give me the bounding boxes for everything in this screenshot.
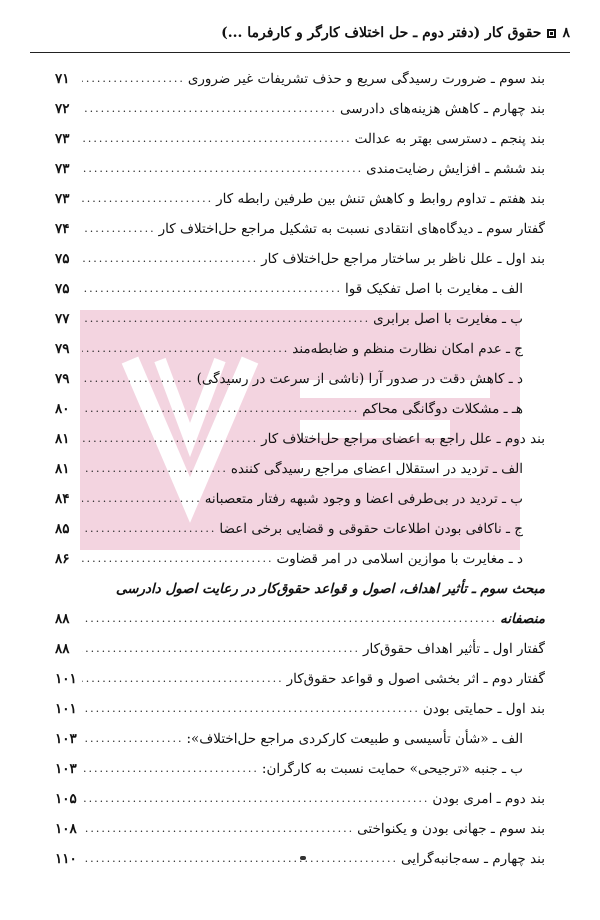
toc-page-number: ۷۵	[55, 281, 70, 297]
toc-entry: بند اول ـ حمایتی بودن ..... ۱۰۱	[55, 692, 545, 722]
toc-entry: ب ـ مغایرت با اصل برابری ..... ۷۷	[55, 302, 545, 332]
toc-page-number: ۷۱	[55, 71, 70, 87]
toc-entry: گفتار اول ـ تأثیر اهداف حقوق‌کار ..... ۸۸	[55, 632, 545, 662]
toc-entry: منصفانه ..... ۸۸	[55, 602, 545, 632]
toc-entry: ب ـ تردید در بی‌طرفی اعضا و وجود شبهه رفتار متعصبانه ..... ۸۴	[55, 482, 545, 512]
toc-section-heading: مبحث سوم ـ تأثیر اهداف، اصول و قواعد حقوق‌کار در رعایت اصول دادرسی	[115, 581, 545, 597]
toc-page-number: ۷۳	[55, 131, 70, 147]
toc-page-number: ۷۳	[55, 191, 70, 207]
toc-page-number: ۷۵	[55, 251, 70, 267]
page-footer-mark	[300, 856, 306, 860]
toc-entry: گفتار سوم ـ دیدگاه‌های انتقادی نسبت به تشکیل مراجع حل‌اختلاف کار ..... ۷۴	[55, 212, 545, 242]
toc-entry: بند هفتم ـ تداوم روابط و کاهش تنش بین طرفین رابطه کار ..... ۷۳	[55, 182, 545, 212]
toc-page-number: ۱۰۳	[55, 731, 77, 747]
toc-entry: ب ـ جنبه «ترجیحی» حمایت نسبت به کارگران: ..... ۱۰۳	[55, 752, 545, 782]
toc-entry: گفتار دوم ـ اثر بخشی اصول و قواعد حقوق‌کار ..... ۱۰۱	[55, 662, 545, 692]
toc-entry: بند سوم ـ ضرورت رسیدگی سریع و حذف تشریفات غیر ضروری ..... ۷۱	[55, 62, 545, 92]
toc-page-number: ۸۵	[55, 521, 70, 537]
toc-entry: بند پنجم ـ دسترسی بهتر به عدالت ..... ۷۳	[55, 122, 545, 152]
toc-page-number: ۱۰۱	[55, 671, 77, 687]
toc-entry: بند چهارم ـ کاهش هزینه‌های دادرسی ..... ۷۲	[55, 92, 545, 122]
toc-page-number: ۷۹	[55, 371, 70, 387]
toc-page-number: ۷۹	[55, 341, 70, 357]
toc-page-number: ۸۱	[55, 431, 70, 447]
toc-entry: بند اول ـ علل ناظر بر ساختار مراجع حل‌اختلاف کار ..... ۷۵	[55, 242, 545, 272]
toc-page-number: ۸۶	[55, 551, 70, 567]
toc-page-number: ۱۰۳	[55, 761, 77, 777]
toc-entry: ج ـ عدم امکان نظارت منظم و ضابطه‌مند ..... ۷۹	[55, 332, 545, 362]
toc-entry: بند چهارم ـ سه‌جانبه‌گرایی ..... ۱۱۰	[55, 842, 545, 872]
toc-entry: ج ـ ناکافی بودن اطلاعات حقوقی و قضایی برخی اعضا ..... ۸۵	[55, 512, 545, 542]
toc-page-number: ۸۱	[55, 461, 70, 477]
toc-entry: الف ـ «شأن تأسیسی و طبیعت کارکردی مراجع حل‌اختلاف»: ..... ۱۰۳	[55, 722, 545, 752]
page-number: ۸	[562, 25, 570, 41]
toc-page-number: ۸۸	[55, 611, 70, 627]
square-bullet-icon	[547, 29, 556, 38]
toc-page-number: ۸۰	[55, 401, 70, 417]
toc-page-number: ۱۰۸	[55, 821, 77, 837]
running-header	[30, 20, 570, 53]
running-title: حقوق کار (دفتر دوم ـ حل اختلاف کارگر و کارفرما ...)	[221, 25, 542, 41]
toc-page-number: ۷۷	[55, 311, 70, 327]
toc-entry: د ـ مغایرت با موازین اسلامی در امر قضاوت ..... ۸۶	[55, 542, 545, 572]
toc-entry: الف ـ مغایرت با اصل تفکیک قوا ..... ۷۵	[55, 272, 545, 302]
toc-page-number: ۱۱۰	[55, 851, 77, 867]
toc-page-number: ۸۴	[55, 491, 70, 507]
toc-entry: بند دوم ـ علل راجع به اعضای مراجع حل‌اختلاف کار ..... ۸۱	[55, 422, 545, 452]
toc-entry: د ـ کاهش دقت در صدور آرا (ناشی از سرعت در رسیدگی) ..... ۷۹	[55, 362, 545, 392]
toc-entry: بند ششم ـ افزایش رضایت‌مندی ..... ۷۳	[55, 152, 545, 182]
toc-entry: هـ ـ مشکلات دوگانگی محاکم ..... ۸۰	[55, 392, 545, 422]
toc-page-number: ۷۴	[55, 221, 70, 237]
toc-page-number: ۷۲	[55, 101, 70, 117]
table-of-contents	[55, 62, 545, 872]
toc-entry: الف ـ تردید در استقلال اعضای مراجع رسیدگی کننده ..... ۸۱	[55, 452, 545, 482]
toc-page-number: ۷۳	[55, 161, 70, 177]
toc-page-number: ۱۰۵	[55, 791, 77, 807]
toc-entry: بند سوم ـ جهانی بودن و یکنواختی ..... ۱۰۸	[55, 812, 545, 842]
toc-entry: بند دوم ـ امری بودن ..... ۱۰۵	[55, 782, 545, 812]
toc-page-number: ۱۰۱	[55, 701, 77, 717]
toc-page-number: ۸۸	[55, 641, 70, 657]
